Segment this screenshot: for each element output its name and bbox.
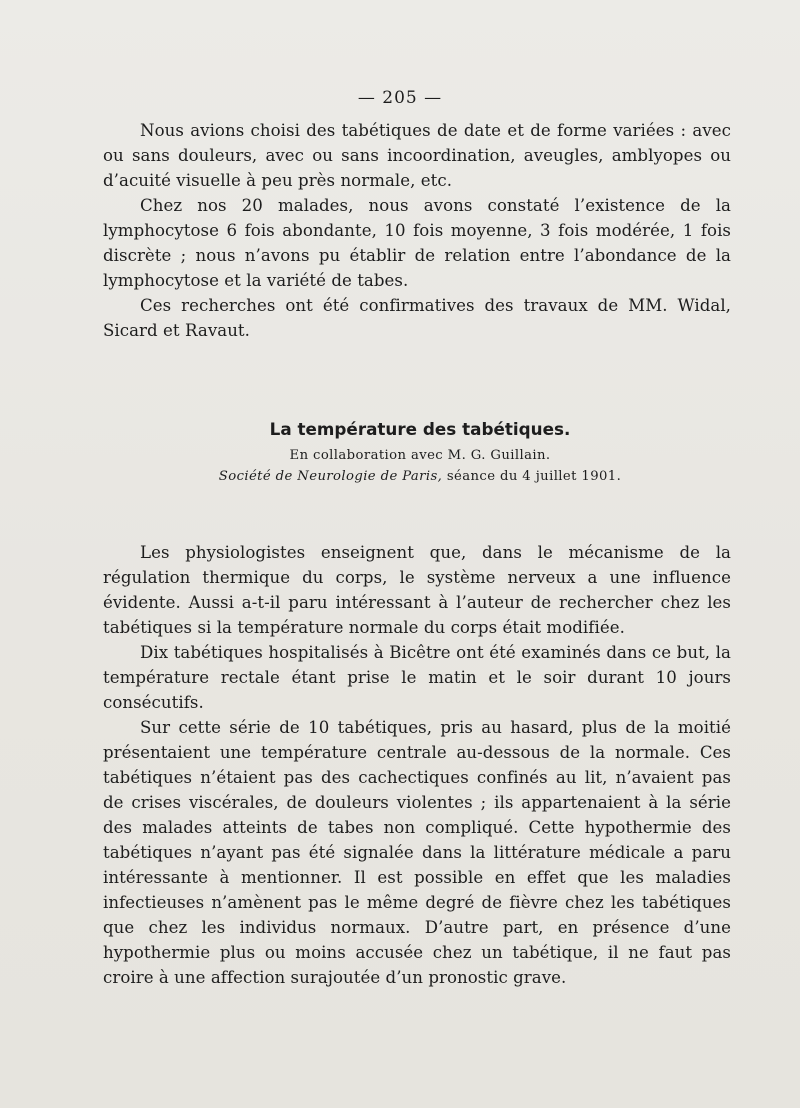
intro-paragraph: Ces recherches ont été confirmatives des travaux de MM. Widal, Sicard et Ravaut.: [103, 296, 731, 340]
citation-line: [0, 467, 800, 487]
collaboration-note: En collaboration avec M. G. Guillain.: [289, 448, 551, 463]
intro-text: [103, 118, 731, 343]
body-paragraph: Dix tabétiques hospitalisés à Bicêtre ont été examinés dans ce but, la température rectale étant prise le matin et le soir durant 10 jours consécutifs.: [103, 643, 731, 712]
body-paragraph: Les physiologistes enseignent que, dans le mécanisme de la régulation thermique du corps, le système nerveux a une influence évidente. Aussi a-t-il paru intéressant à l’auteur de rechercher chez les tabétiques si la température normale du corps était modifiée.: [103, 543, 731, 637]
body-text: [103, 540, 731, 990]
section-title: La température des tabétiques.: [269, 419, 571, 439]
citation-journal: Société de Neurologie de Paris,: [218, 469, 443, 484]
intro-paragraph: Chez nos 20 malades, nous avons constaté l’existence de la lymphocytose 6 fois abondante, 10 fois moyenne, 3 fois modérée, 1 fois discrète ; nous n’avons pu établir de relation entre l’abondance de la lymphocytose et la variété de tabes.: [103, 196, 731, 290]
intro-paragraph: Nous avions choisi des tabétiques de date et de forme variées : avec ou sans douleurs, avec ou sans incoordination, aveugles, amblyopes ou d’acuité visuelle à peu près normale, etc.: [103, 121, 731, 190]
section-header: [0, 418, 800, 487]
body-paragraph: Sur cette série de 10 tabétiques, pris au hasard, plus de la moitié présentaient une température centrale au-dessous de la normale. Ces tabétiques n’étaient pas des cachectiques confinés au lit, n’avaient pas de crises viscérales, de douleurs violentes ; ils appartenaient à la série des malades atteints de tabes non compliqué. Cette hypothermie des tabétiques n’ayant pas été signalée dans la littérature médicale a paru intéressante à mentionner. Il est possible en effet que les maladies infectieuses n’amènent pas le même degré de fièvre chez les tabétiques que chez les individus normaux. D’autre part, en présence d’une hypothermie plus ou moins accusée chez un tabétique, il ne faut pas croire à une affection surajoutée d’un pronostic grave.: [103, 718, 731, 987]
citation-date: séance du 4 juillet 1901.: [446, 469, 622, 484]
page-number: — 205 —: [357, 88, 443, 108]
